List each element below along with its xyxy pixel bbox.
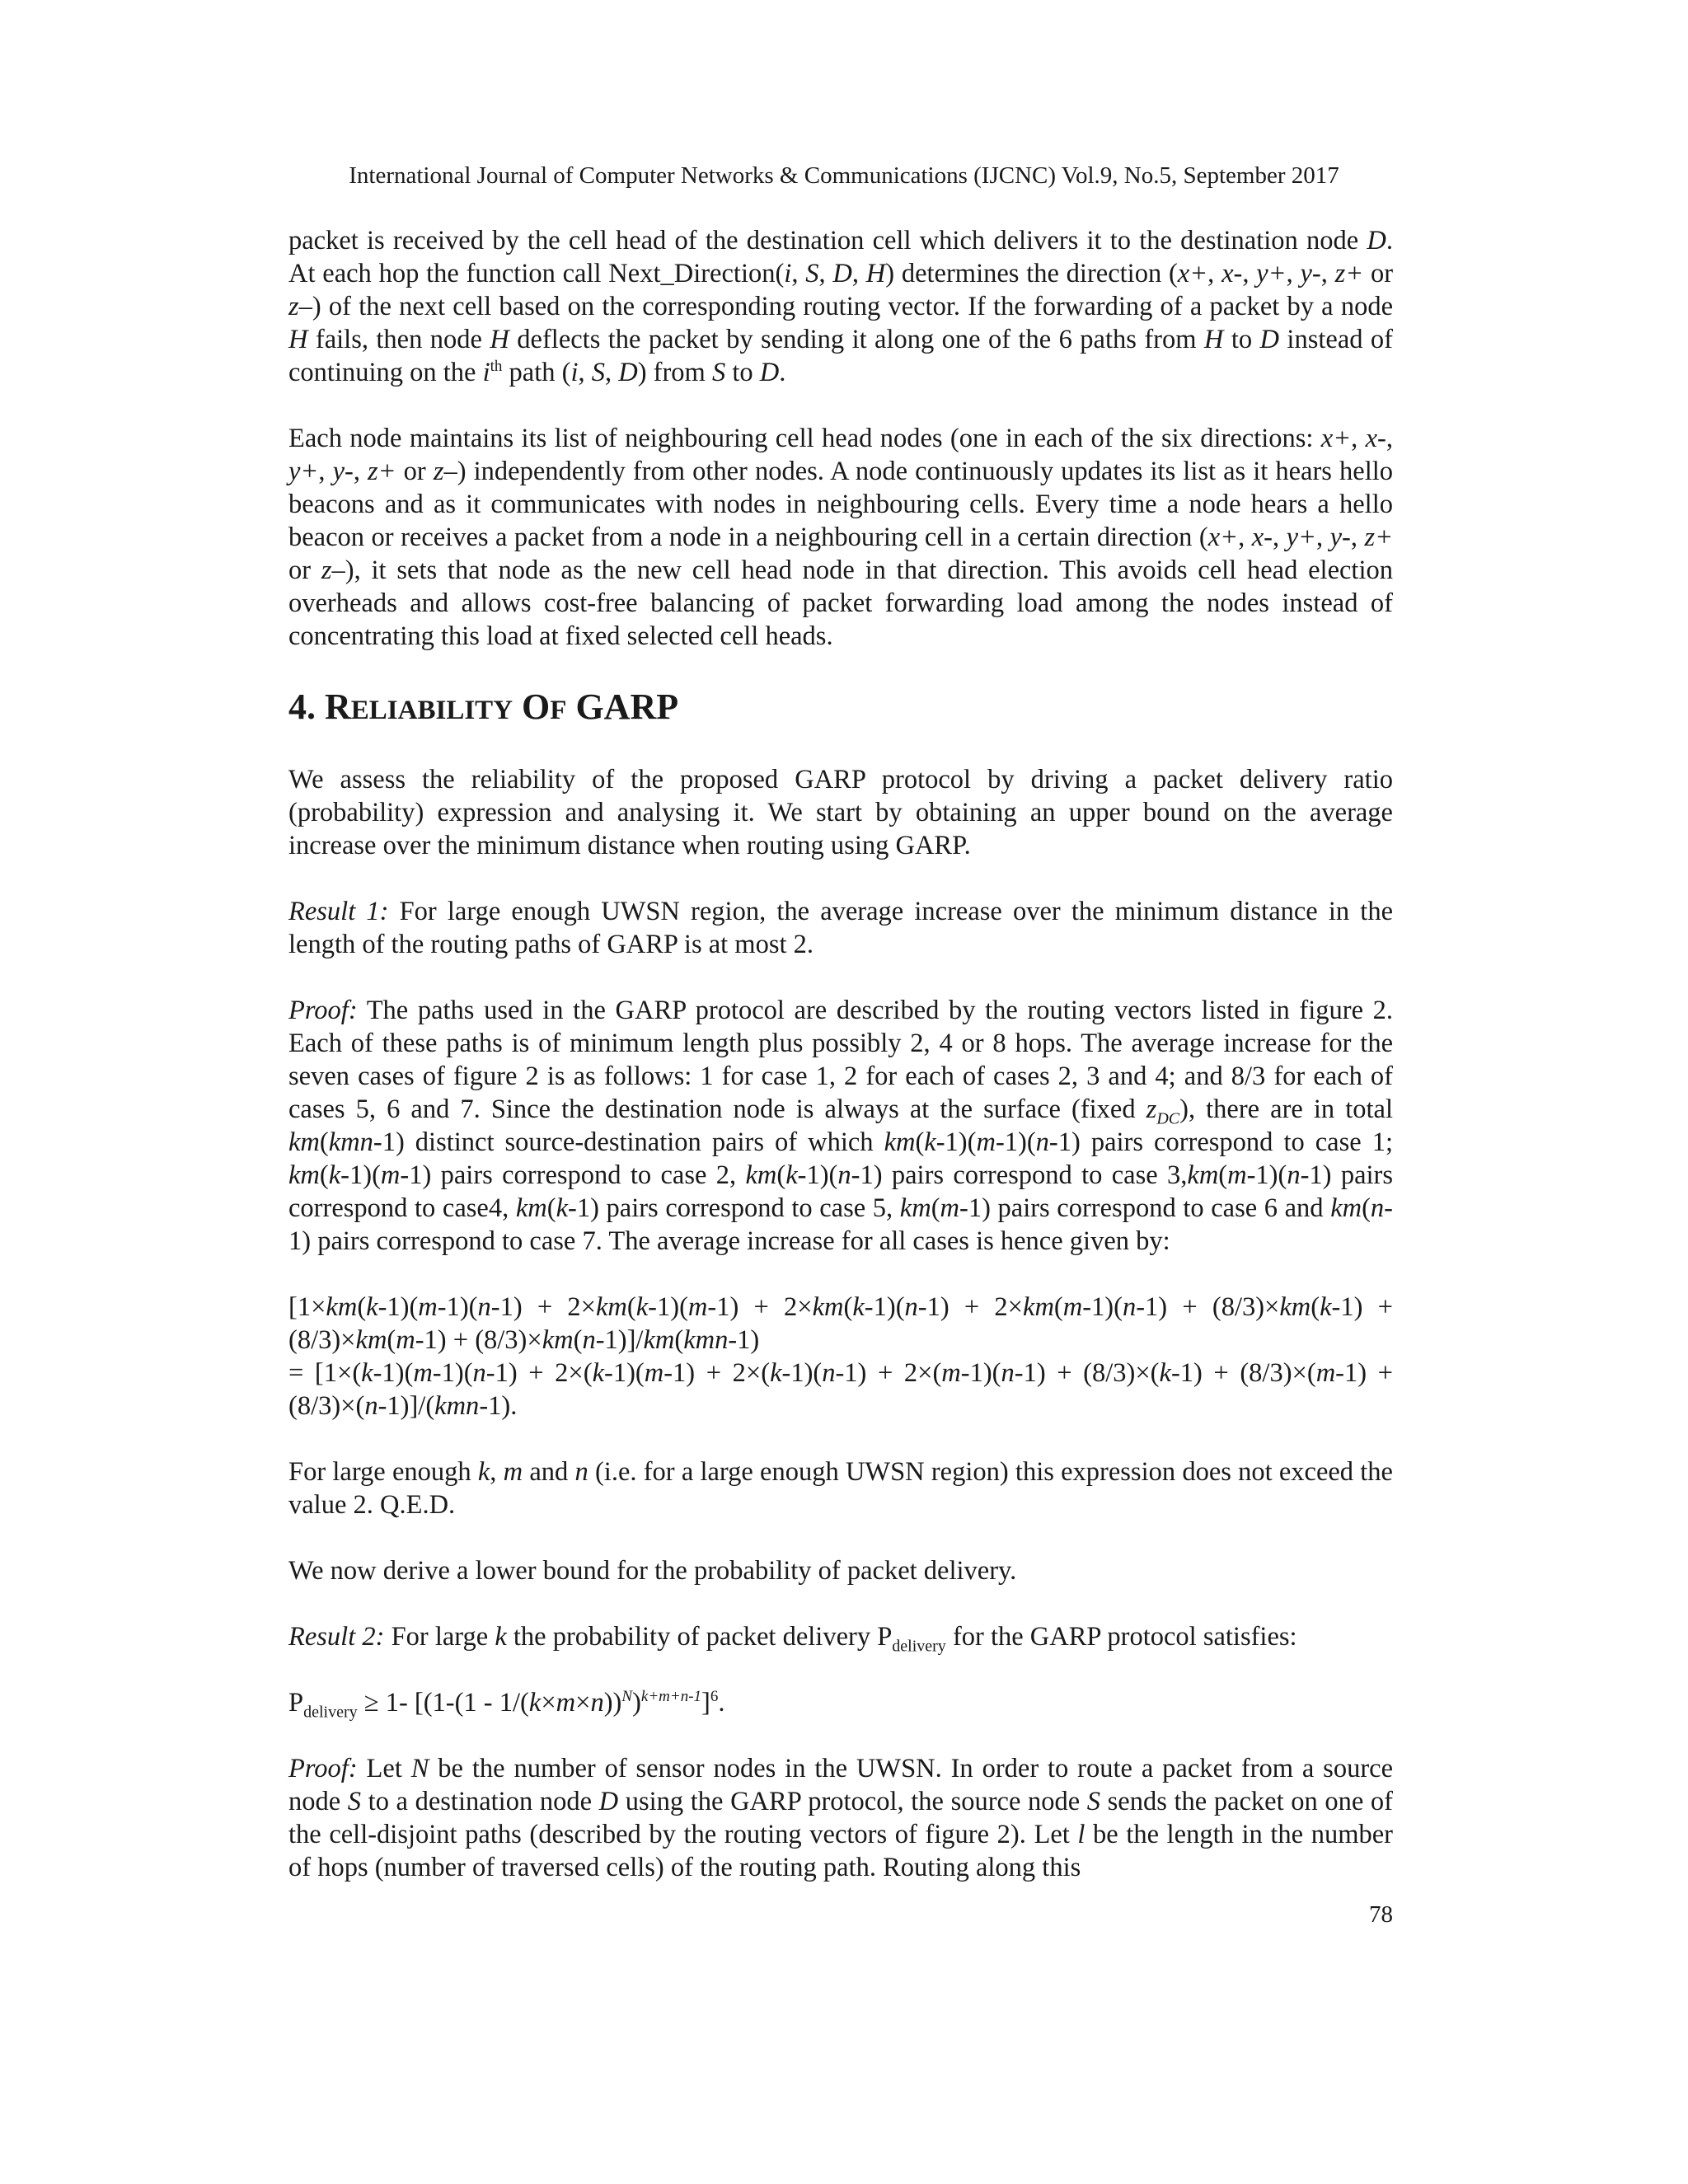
math-var: m <box>976 1127 996 1157</box>
math-var: n <box>837 1160 851 1190</box>
eq-run: -1)( <box>781 1358 823 1388</box>
math-var: km <box>1279 1292 1311 1322</box>
text-run: be the number of sensor nodes in the UWSN. In order to route a packet from a source node <box>288 1754 1394 1816</box>
math-var: m <box>941 1358 961 1388</box>
math-var: i <box>570 358 579 387</box>
math-var: km <box>288 1160 320 1190</box>
paragraph-qed <box>288 1455 1393 1521</box>
text-run: , <box>318 457 333 486</box>
text-run: ) from <box>637 358 712 387</box>
math-var: H <box>288 325 308 354</box>
math-var: km <box>884 1127 916 1157</box>
math-var: k <box>1320 1292 1332 1322</box>
page-number: 78 <box>1369 1901 1393 1928</box>
math-var: km <box>812 1292 844 1322</box>
body-text <box>288 224 1393 1884</box>
math-var: x- <box>1365 424 1386 453</box>
eq-run: ] <box>701 1688 710 1718</box>
text-run: Each node maintains its list of neighbouring cell head nodes (one in each of the six directions: <box>288 424 1321 453</box>
proof-label: Proof: <box>288 996 358 1025</box>
math-var: k <box>361 1358 373 1388</box>
math-var: D <box>759 358 780 387</box>
proof-2 <box>288 1752 1393 1884</box>
math-var: k <box>528 1688 542 1718</box>
math-var: D <box>1259 325 1280 354</box>
math-var: D <box>618 358 638 387</box>
text-run: ( <box>546 1193 556 1223</box>
text-run: or <box>288 555 321 585</box>
math-var: n <box>1001 1358 1015 1388</box>
math-var: km <box>1023 1292 1054 1322</box>
math-var: k <box>1159 1358 1171 1388</box>
text-run: -1) pairs correspond to case4, <box>288 1160 1393 1223</box>
eq-run: P <box>288 1688 304 1718</box>
text-run: For large <box>384 1622 495 1652</box>
eq-run: -1)( <box>1082 1292 1123 1322</box>
eq-run: -1) + (8/3)× <box>1136 1292 1280 1322</box>
equation-delivery-bound <box>288 1686 1393 1722</box>
math-var: k <box>556 1193 569 1223</box>
equation-simplified <box>288 1357 1393 1422</box>
eq-run: -1)( <box>437 1292 478 1322</box>
text-run: ), it sets that node as the new cell head node in that direction. This avoids cell head election overheads and allows cost-free balancing of packet forwarding load among the nodes instead of concentrating this load at fixed selected cell heads. <box>288 555 1393 651</box>
text-run: -1) distinct source-destination pairs of which <box>373 1127 884 1157</box>
math-var: x- <box>1251 523 1273 552</box>
text-run: be the length in the number of hops (number of traversed cells) of the routing path. Routing along this <box>288 1820 1393 1882</box>
eq-run: -1)( <box>648 1292 688 1322</box>
eq-run: ( <box>1053 1292 1063 1322</box>
math-var: i <box>784 259 792 288</box>
math-var: y+ <box>1286 523 1316 552</box>
eq-run: -1) + (8/3)× <box>288 1292 1393 1355</box>
eq-run: -1)( <box>604 1358 645 1388</box>
superscript: 6 <box>710 1688 719 1706</box>
text-run: . At each hop the function call Next_Direction( <box>288 226 1393 288</box>
text-run: , <box>791 259 806 288</box>
text-run: (i.e. for a large enough UWSN region) this expression does not exceed the value 2. Q.E.D. <box>288 1457 1393 1520</box>
text-run: -1)( <box>340 1160 381 1190</box>
result-1 <box>288 895 1393 961</box>
math-var: km <box>326 1292 358 1322</box>
math-var: k <box>366 1292 378 1322</box>
eq-run: -1) + 2× <box>490 1292 596 1322</box>
eq-run: -1)]/( <box>377 1391 435 1421</box>
text-run: -1) pairs correspond to case 3, <box>851 1160 1188 1190</box>
text-run: and <box>523 1457 575 1487</box>
paragraph-intro: We assess the reliability of the proposed GARP protocol by driving a packet delivery ratio (probability) expression and analysing it. We start by obtaining an upper bound on the average increase over the minimum distance when routing using GARP. <box>288 765 1393 860</box>
proof-label: Proof: <box>288 1754 358 1783</box>
eq-run: ≥ 1- [(1-(1 - 1/( <box>357 1688 529 1718</box>
text-run: ) independently from other nodes. A node continuously updates its list as it hears hello beacons and as it communicates with nodes in neighbouring cells. Every time a node hears a hello beacon or receives a packet from a node in a neighbouring cell in a certain direction ( <box>288 457 1394 552</box>
math-var: km <box>1187 1160 1219 1190</box>
text-run: the probability of packet delivery P <box>506 1622 893 1652</box>
eq-run: -1) + 2× <box>707 1292 813 1322</box>
math-var: z <box>1146 1094 1157 1124</box>
text-run: Let <box>357 1754 411 1783</box>
math-var: z+ <box>1334 259 1364 288</box>
eq-run: ) <box>632 1688 641 1718</box>
math-var: n <box>582 1325 596 1355</box>
heading-text: 4. R <box>288 687 351 727</box>
eq-run: ( <box>1311 1292 1320 1322</box>
math-var: km <box>745 1160 777 1190</box>
eq-run: -1)]/ <box>595 1325 644 1355</box>
eq-run: -1)( <box>373 1358 414 1388</box>
math-var: n <box>822 1358 836 1388</box>
math-var: y- <box>1300 259 1321 288</box>
eq-run: -1) + 2×( <box>663 1358 771 1388</box>
math-var: x+ <box>1320 424 1352 453</box>
proof-1 <box>288 994 1393 1258</box>
math-var: m <box>1062 1292 1083 1322</box>
heading-text: GARP <box>566 687 679 727</box>
result-label: Result 1: <box>288 897 389 926</box>
math-var: S <box>1086 1787 1101 1816</box>
math-var: m <box>556 1688 576 1718</box>
math-var: z– <box>321 555 345 585</box>
math-var: H <box>865 259 886 288</box>
math-var: km <box>899 1193 931 1223</box>
paragraph-cell-heads <box>288 422 1393 653</box>
text-run: or <box>396 457 434 486</box>
eq-run: -1) + (8/3)×( <box>1170 1358 1316 1388</box>
math-var: kmn <box>683 1325 729 1355</box>
heading-text: O <box>513 687 551 727</box>
text-run: ( <box>1218 1160 1228 1190</box>
math-var: m <box>940 1193 959 1223</box>
math-var: m <box>418 1292 438 1322</box>
eq-run: ( <box>387 1325 396 1355</box>
eq-run: -1). <box>479 1391 518 1421</box>
math-var: m <box>503 1457 523 1487</box>
subscript: delivery <box>892 1637 946 1656</box>
text-run: packet is received by the cell head of the destination cell which delivers it to the destination node <box>288 226 1367 255</box>
text-run: ( <box>319 1160 329 1190</box>
text-run: -1)( <box>797 1160 838 1190</box>
math-var: z+ <box>1364 523 1394 552</box>
math-var: k <box>770 1358 782 1388</box>
math-var: D <box>598 1787 619 1816</box>
text-run: deflects the packet by sending it along one of the 6 paths from <box>509 325 1204 354</box>
text-run: , <box>1351 424 1366 453</box>
math-var: H <box>490 325 509 354</box>
math-var: k <box>635 1292 649 1322</box>
text-run: ( <box>776 1160 786 1190</box>
math-var: k <box>477 1457 490 1487</box>
heading-smallcaps: ELIABILITY <box>350 696 513 725</box>
section-heading <box>288 686 1393 732</box>
text-run: ( <box>931 1193 940 1223</box>
math-var: km <box>1330 1193 1362 1223</box>
math-var: N <box>410 1754 429 1783</box>
text-run: sends the packet on one of the cell-disjoint paths (described by the routing vectors of figure 2). Let <box>288 1787 1393 1849</box>
result-label: Result 2: <box>288 1622 385 1652</box>
paragraph-routing <box>288 224 1393 389</box>
text-run: to <box>1223 325 1260 354</box>
text-run: for the GARP protocol satisfies: <box>945 1622 1297 1652</box>
math-var: S <box>347 1787 362 1816</box>
text-run: -1) pairs correspond to case 1; <box>1048 1127 1393 1157</box>
math-var: n <box>1035 1127 1049 1157</box>
text-run: -1) pairs correspond to case 7. The average increase for all cases is hence given by: <box>288 1193 1393 1256</box>
text-run: -1)( <box>935 1127 977 1157</box>
math-var: km <box>515 1193 547 1223</box>
math-var: y+ <box>1256 259 1287 288</box>
math-var: z– <box>433 457 457 486</box>
math-var: n <box>364 1391 378 1421</box>
superscript: k+m+n-1 <box>640 1688 702 1706</box>
eq-run: [1× <box>288 1292 326 1322</box>
text-run: , <box>353 457 368 486</box>
math-var: k <box>924 1127 936 1157</box>
math-var: z– <box>288 292 312 321</box>
math-var: m <box>380 1160 401 1190</box>
math-var: km <box>355 1325 387 1355</box>
math-var: m <box>1315 1358 1336 1388</box>
math-var: y- <box>332 457 354 486</box>
text-run: fails, then node <box>307 325 490 354</box>
eq-run: ( <box>674 1325 684 1355</box>
eq-run: )) <box>603 1688 622 1718</box>
text-run: , <box>1315 523 1330 552</box>
eq-run: = [1×( <box>288 1358 362 1388</box>
text-run: -1) pairs correspond to case 2, <box>400 1160 746 1190</box>
equation-average-increase <box>288 1291 1393 1357</box>
heading-smallcaps: F <box>550 696 567 725</box>
text-run: For large enough UWSN region, the average increase over the minimum distance in the length of the routing paths of GARP is at most 2. <box>288 897 1393 959</box>
text-run: instead of continuing on the <box>288 325 1393 387</box>
math-var: n <box>472 1358 486 1388</box>
eq-run: -1)( <box>864 1292 905 1322</box>
text-run: using the GARP protocol, the source node <box>618 1787 1087 1816</box>
eq-run: ( <box>357 1292 367 1322</box>
eq-run: -1)( <box>960 1358 1001 1388</box>
text-run: ) determines the direction ( <box>885 259 1178 288</box>
text-run: -1) pairs correspond to case 6 and <box>959 1193 1331 1223</box>
eq-run: -1)( <box>432 1358 473 1388</box>
eq-run: × <box>575 1688 591 1718</box>
math-var: km <box>596 1292 627 1322</box>
text-run: ), there are in total <box>1179 1094 1393 1124</box>
math-var: m <box>687 1292 708 1322</box>
text-run: to a destination node <box>361 1787 599 1816</box>
math-var: n <box>1287 1160 1301 1190</box>
math-var: S <box>591 358 605 387</box>
eq-run: -1)( <box>377 1292 419 1322</box>
math-var: kmn <box>328 1127 373 1157</box>
math-var: y+ <box>288 457 319 486</box>
text-run: , <box>1242 259 1257 288</box>
math-var: D <box>1367 226 1386 255</box>
text-run: -1)( <box>995 1127 1036 1157</box>
text-run: to <box>725 358 760 387</box>
text-run: For large enough <box>288 1457 478 1487</box>
text-run: , <box>1238 523 1252 552</box>
text-run: , <box>1320 259 1335 288</box>
text-run: -1)( <box>1246 1160 1287 1190</box>
math-var: k <box>852 1292 865 1322</box>
result-2 <box>288 1620 1393 1656</box>
math-var: m <box>1227 1160 1247 1190</box>
math-var: l <box>1077 1820 1085 1849</box>
eq-run: -1) + (8/3)×( <box>1014 1358 1160 1388</box>
text-run: . <box>779 358 786 387</box>
running-header: International Journal of Computer Networks & Communications (IJCNC) Vol.9, No.5, September 2017 <box>349 162 1339 189</box>
math-var: D <box>832 259 852 288</box>
math-var: kmn <box>434 1391 480 1421</box>
eq-run: -1) <box>728 1325 760 1355</box>
math-var: x+ <box>1177 259 1208 288</box>
math-var: km <box>643 1325 675 1355</box>
text-run: The paths used in the GARP protocol are described by the routing vectors listed in figure 2. Each of these paths is of minimum length plus possibly 2, 4 or 8 hops. The average increase for the seven cases of figure 2 is as follows: 1 for case 1, 2 for each of cases 2, 3 and 4; and 8/3 for each of cases 5, 6 and 7. Since the destination node is always at the surface (fixed <box>288 996 1393 1124</box>
math-var: x- <box>1221 259 1243 288</box>
math-var: H <box>1203 325 1224 354</box>
text-run: ) of the next cell based on the corresponding routing vector. If the forwarding of a packet by a node <box>312 292 1393 321</box>
math-var: k <box>495 1622 507 1652</box>
eq-run: -1) + 2×( <box>485 1358 593 1388</box>
math-var: x+ <box>1207 523 1239 552</box>
text-run: or <box>1363 259 1394 288</box>
math-var: m <box>413 1358 433 1388</box>
math-var: m <box>396 1325 415 1355</box>
subscript: delivery <box>303 1703 358 1722</box>
math-var: z+ <box>368 457 396 486</box>
math-var: n <box>1122 1292 1137 1322</box>
superscript: N <box>621 1688 633 1706</box>
text-run: , <box>1350 523 1365 552</box>
superscript: th <box>490 358 503 376</box>
eq-run: -1) + 2×( <box>835 1358 942 1388</box>
eq-run: ( <box>573 1325 583 1355</box>
text-run: path ( <box>502 358 571 387</box>
eq-run: -1) + 2× <box>917 1292 1024 1322</box>
math-var: n <box>574 1457 588 1487</box>
text-run: -1) pairs correspond to case 5, <box>568 1193 900 1223</box>
text-run: , <box>1386 424 1393 453</box>
math-var: S <box>805 259 819 288</box>
eq-run: ( <box>626 1292 636 1322</box>
math-var: km <box>288 1127 320 1157</box>
math-var: i <box>482 358 490 387</box>
math-var: y- <box>1329 523 1351 552</box>
eq-run: ( <box>843 1292 853 1322</box>
text-run: , <box>1286 259 1301 288</box>
eq-run: . <box>718 1688 725 1718</box>
text-run: , <box>1207 259 1222 288</box>
text-run: , <box>578 358 592 387</box>
math-var: k <box>328 1160 341 1190</box>
math-var: n <box>904 1292 918 1322</box>
text-run: , <box>851 259 866 288</box>
math-var: k <box>592 1358 605 1388</box>
text-run: , <box>1272 523 1287 552</box>
eq-run: -1) + (8/3)× <box>415 1325 542 1355</box>
text-run: ( <box>319 1127 329 1157</box>
text-run: ( <box>915 1127 925 1157</box>
text-run: , <box>818 259 833 288</box>
math-var: km <box>542 1325 574 1355</box>
paragraph-lower-bound: We now derive a lower bound for the probability of packet delivery. <box>288 1556 1017 1586</box>
math-var: n <box>477 1292 491 1322</box>
math-var: S <box>711 358 726 387</box>
text-run: ( <box>1362 1193 1371 1223</box>
text-run: , <box>604 358 619 387</box>
math-var: m <box>644 1358 664 1388</box>
subscript: DC <box>1156 1109 1180 1128</box>
math-var: k <box>785 1160 798 1190</box>
text-run: , <box>490 1457 504 1487</box>
eq-run: × <box>541 1688 556 1718</box>
math-var: n <box>1370 1193 1385 1223</box>
eq-run: -1) + (8/3)×( <box>288 1358 1393 1421</box>
math-var: n <box>590 1688 604 1718</box>
